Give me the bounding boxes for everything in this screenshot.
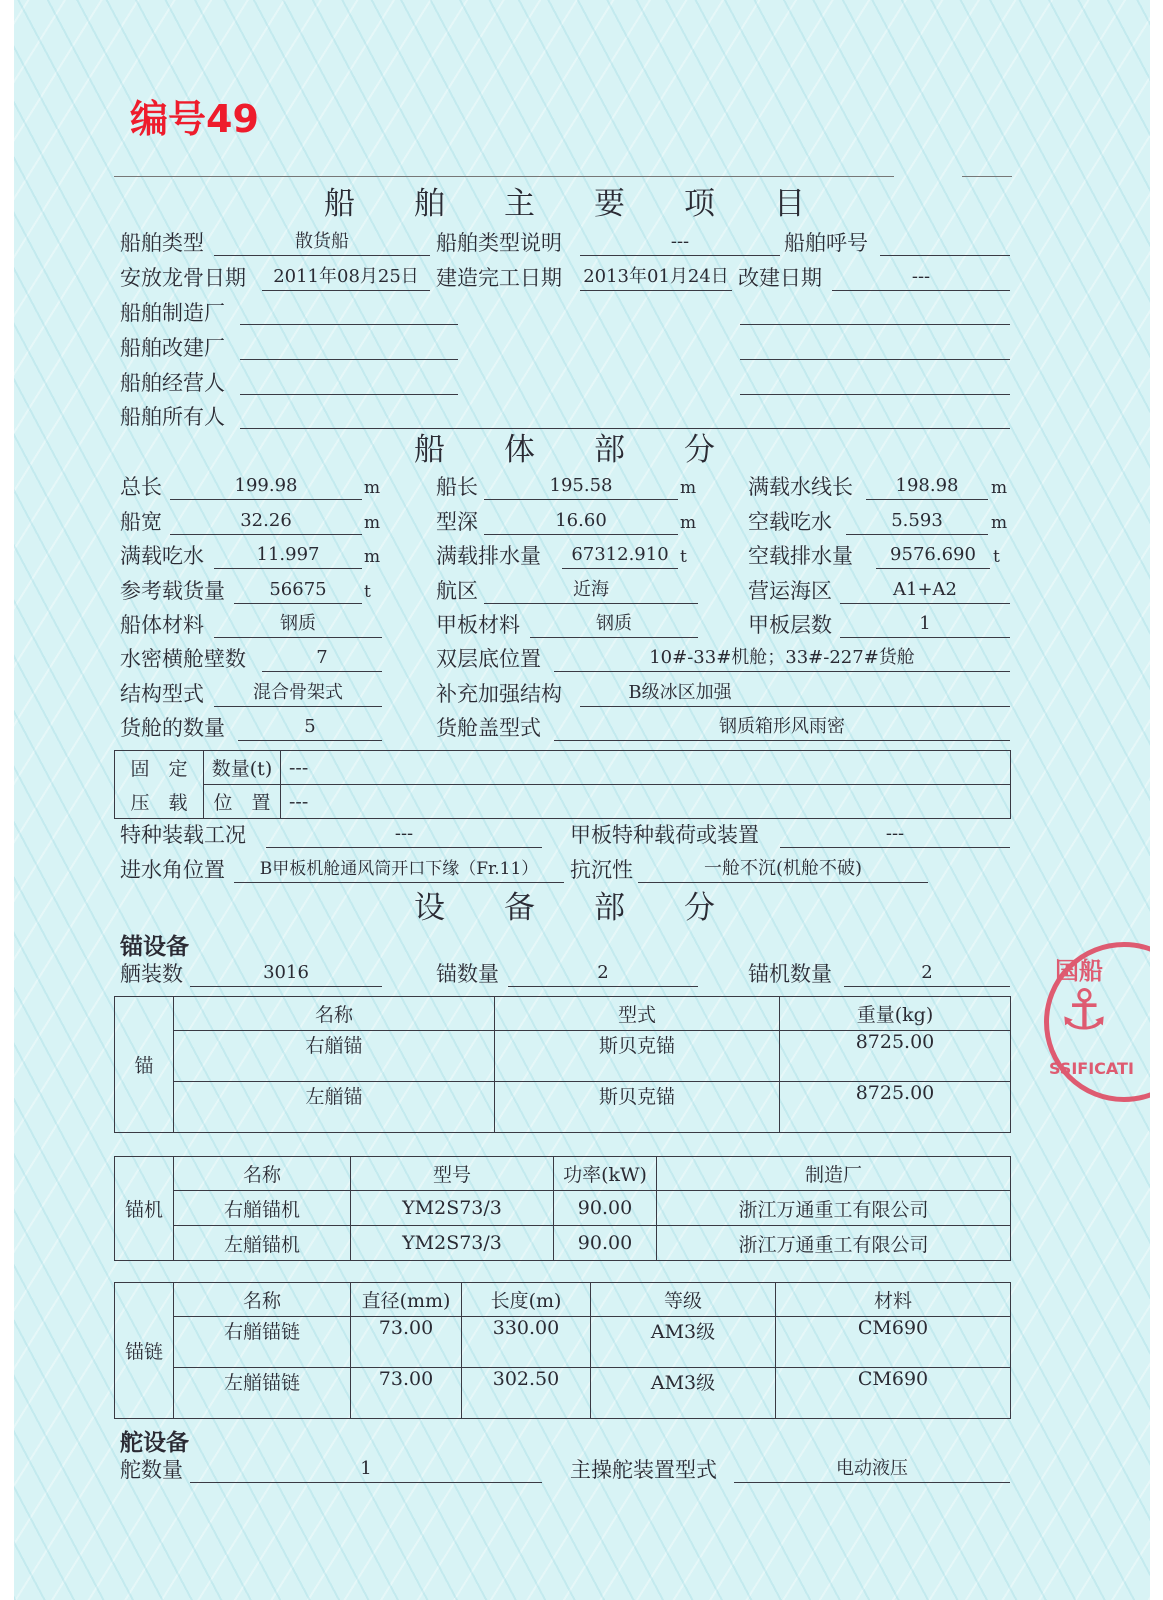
anchor-row-weight: 8725.00 xyxy=(780,1031,1011,1082)
depth-label: 型深 xyxy=(436,510,478,534)
stamp-bottom-text: SSIFICATI xyxy=(1049,1059,1134,1078)
completion-date-label: 建造完工日期 xyxy=(436,266,562,290)
owner-line xyxy=(240,428,1010,429)
lwl-value: 198.98 xyxy=(866,474,988,500)
nav-area-label: 航区 xyxy=(436,579,478,603)
light-disp-label: 空载排水量 xyxy=(748,544,853,568)
special-load-label: 特种装载工况 xyxy=(120,823,246,847)
call-sign-value xyxy=(880,230,1010,256)
converter-line-2 xyxy=(740,359,1010,360)
light-draft-label: 空载吃水 xyxy=(748,510,832,534)
light-disp-value: 9576.690 xyxy=(876,543,990,569)
chain-header-name: 名称 xyxy=(174,1283,351,1317)
ballast-pos-label: 位 置 xyxy=(204,785,281,819)
length-value: 195.58 xyxy=(484,474,678,500)
full-disp-value: 67312.910 xyxy=(562,543,678,569)
builder-line xyxy=(240,324,458,325)
windlass-header-model: 型号 xyxy=(351,1157,554,1191)
deck-special-label: 甲板特种载荷或装置 xyxy=(570,823,759,847)
ref-cargo-value: 56675 xyxy=(234,578,362,604)
chain-row-grade: AM3级 xyxy=(591,1368,776,1419)
deck-material-label: 甲板材料 xyxy=(436,613,520,637)
section-char: 要 xyxy=(594,186,625,222)
call-sign-label: 船舶呼号 xyxy=(784,231,868,255)
bulkheads-value: 7 xyxy=(262,646,382,672)
windlass-table-label: 锚机 xyxy=(115,1157,174,1261)
converter-line xyxy=(240,359,458,360)
chain-row-name: 右艏锚链 xyxy=(174,1317,351,1368)
completion-date-value: 2013年01月24日 xyxy=(580,265,732,291)
chain-table-label: 锚链 xyxy=(115,1283,174,1419)
rudder-equipment-title: 舵设备 xyxy=(120,1430,189,1456)
section-char: 舶 xyxy=(414,186,445,222)
builder-label: 船舶制造厂 xyxy=(120,301,225,325)
loa-value: 199.98 xyxy=(170,474,362,500)
nav-area-value: 近海 xyxy=(484,578,698,604)
special-load-value: --- xyxy=(266,822,542,848)
ballast-label-bottom: 压 载 xyxy=(115,785,204,819)
windlass-header-power: 功率(kW) xyxy=(554,1157,657,1191)
light-disp-unit: t xyxy=(993,547,1000,567)
windlass-header-name: 名称 xyxy=(174,1157,351,1191)
full-draft-unit: m xyxy=(364,547,381,567)
hatch-value: 钢质箱形风雨密 xyxy=(554,715,1010,741)
unsinkable-label: 抗沉性 xyxy=(570,858,633,882)
ship-type-desc-value: --- xyxy=(580,230,780,256)
section-char: 备 xyxy=(504,890,535,926)
ballast-qty-value: --- xyxy=(281,751,1011,785)
depth-unit: m xyxy=(680,513,697,533)
section-char: 船 xyxy=(414,432,445,468)
anchor-table-label: 锚 xyxy=(115,997,174,1133)
steering-gear-label: 主操舵装置型式 xyxy=(570,1458,717,1482)
windlass-row-power: 90.00 xyxy=(554,1226,657,1261)
rudder-count-value: 1 xyxy=(190,1457,542,1483)
anchor-row-name: 左艏锚 xyxy=(174,1082,495,1133)
windlass-row-model: YM2S73/3 xyxy=(351,1191,554,1226)
steering-gear-value: 电动液压 xyxy=(734,1457,1010,1483)
doc-number: 编号49 xyxy=(130,97,259,141)
chain-row-length: 302.50 xyxy=(462,1368,591,1419)
anchor-equipment-title: 锚设备 xyxy=(120,934,189,960)
ref-cargo-label: 参考载货量 xyxy=(120,579,225,603)
structure-value: 混合骨架式 xyxy=(214,681,382,707)
fixed-ballast-table xyxy=(114,750,1011,819)
loa-label: 总长 xyxy=(120,475,162,499)
ship-type-label: 船舶类型 xyxy=(120,231,204,255)
classification-stamp xyxy=(1044,942,1150,1102)
sea-area-value: A1+A2 xyxy=(840,578,1010,604)
light-draft-value: 5.593 xyxy=(846,509,988,535)
chain-row-material: CM690 xyxy=(776,1368,1011,1419)
chain-header-length: 长度(m) xyxy=(462,1283,591,1317)
chain-header-diameter: 直径(mm) xyxy=(351,1283,462,1317)
full-draft-label: 满载吃水 xyxy=(120,544,204,568)
windlass-row-name: 左艏锚机 xyxy=(174,1226,351,1261)
keel-date-value: 2011年08月25日 xyxy=(262,265,430,291)
windlass-count-label: 锚机数量 xyxy=(748,962,832,986)
operator-line xyxy=(240,394,458,395)
lwl-unit: m xyxy=(991,478,1008,498)
reinforce-line-ext xyxy=(780,706,1010,707)
outfit-number-label: 舾装数 xyxy=(120,962,183,986)
chain-row-diameter: 73.00 xyxy=(351,1368,462,1419)
hatch-label: 货舱盖型式 xyxy=(436,716,541,740)
flood-label: 进水角位置 xyxy=(120,858,225,882)
deck-count-label: 甲板层数 xyxy=(748,613,832,637)
chain-row-length: 330.00 xyxy=(462,1317,591,1368)
ship-type-value: 散货船 xyxy=(214,230,430,256)
windlass-table xyxy=(114,1156,1011,1261)
builder-line-2 xyxy=(740,324,1010,325)
ballast-qty-label: 数量(t) xyxy=(204,751,281,785)
anchor-header-weight: 重量(kg) xyxy=(780,997,1011,1031)
section-char: 目 xyxy=(774,186,805,222)
rudder-count-label: 舵数量 xyxy=(120,1458,183,1482)
chain-row-grade: AM3级 xyxy=(591,1317,776,1368)
deck-special-value: --- xyxy=(780,822,1010,848)
section-char: 体 xyxy=(504,432,535,468)
top-rule-right xyxy=(962,176,1012,177)
double-bottom-value: 10#-33#机舱；33#-227#货舱 xyxy=(554,646,1010,672)
length-label: 船长 xyxy=(436,475,478,499)
conversion-date-label: 改建日期 xyxy=(738,266,822,290)
anchor-count-label: 锚数量 xyxy=(436,962,499,986)
depth-value: 16.60 xyxy=(484,509,678,535)
operator-line-2 xyxy=(740,394,1010,395)
section-char: 分 xyxy=(684,890,715,926)
length-unit: m xyxy=(680,478,697,498)
chain-table xyxy=(114,1282,1011,1419)
outfit-number-value: 3016 xyxy=(190,961,382,987)
anchor-row-name: 右艏锚 xyxy=(174,1031,495,1082)
conversion-date-value: --- xyxy=(832,265,1010,291)
anchor-table xyxy=(114,996,1011,1133)
full-draft-value: 11.997 xyxy=(214,543,362,569)
lwl-label: 满载水线长 xyxy=(748,475,853,499)
loa-unit: m xyxy=(364,478,381,498)
anchor-header-name: 名称 xyxy=(174,997,495,1031)
double-bottom-label: 双层底位置 xyxy=(436,647,541,671)
full-disp-label: 满载排水量 xyxy=(436,544,541,568)
section-char: 项 xyxy=(684,186,715,222)
stamp-top-text: 国船 xyxy=(1055,957,1103,985)
windlass-row-maker: 浙江万通重工有限公司 xyxy=(657,1226,1011,1261)
certificate-page xyxy=(14,0,1150,1600)
section-char: 船 xyxy=(324,186,355,222)
anchor-row-type: 斯贝克锚 xyxy=(495,1031,780,1082)
section-char: 主 xyxy=(504,186,535,222)
chain-row-name: 左艏锚链 xyxy=(174,1368,351,1419)
section-char: 部 xyxy=(594,432,625,468)
anchor-count-value: 2 xyxy=(508,961,698,987)
anchor-row-type: 斯贝克锚 xyxy=(495,1082,780,1133)
chain-header-grade: 等级 xyxy=(591,1283,776,1317)
windlass-row-model: YM2S73/3 xyxy=(351,1226,554,1261)
ballast-label-top: 固 定 xyxy=(115,751,204,785)
top-rule xyxy=(114,176,894,177)
holds-value: 5 xyxy=(238,715,382,741)
anchor-header-type: 型式 xyxy=(495,997,780,1031)
breadth-value: 32.26 xyxy=(170,509,362,535)
chain-row-material: CM690 xyxy=(776,1317,1011,1368)
keel-date-label: 安放龙骨日期 xyxy=(120,266,246,290)
windlass-row-power: 90.00 xyxy=(554,1191,657,1226)
section-char: 部 xyxy=(594,890,625,926)
owner-label: 船舶所有人 xyxy=(120,405,225,429)
flood-value: B甲板机舱通风筒开口下缘（Fr.11） xyxy=(234,857,564,883)
converter-label: 船舶改建厂 xyxy=(120,336,225,360)
windlass-row-maker: 浙江万通重工有限公司 xyxy=(657,1191,1011,1226)
holds-label: 货舱的数量 xyxy=(120,716,225,740)
full-disp-unit: t xyxy=(680,547,687,567)
deck-material-value: 钢质 xyxy=(530,612,698,638)
chain-row-diameter: 73.00 xyxy=(351,1317,462,1368)
chain-header-material: 材料 xyxy=(776,1283,1011,1317)
unsinkable-value: 一舱不沉(机舱不破) xyxy=(638,857,928,883)
structure-label: 结构型式 xyxy=(120,682,204,706)
anchor-stamp-icon: ⚓ xyxy=(1059,978,1110,1043)
sea-area-label: 营运海区 xyxy=(748,579,832,603)
bulkheads-label: 水密横舱壁数 xyxy=(120,647,246,671)
ship-type-desc-label: 船舶类型说明 xyxy=(436,231,562,255)
section-char: 设 xyxy=(414,890,445,926)
breadth-unit: m xyxy=(364,513,381,533)
windlass-row-name: 右艏锚机 xyxy=(174,1191,351,1226)
reinforce-value: B级冰区加强 xyxy=(580,681,780,707)
anchor-row-weight: 8725.00 xyxy=(780,1082,1011,1133)
hull-material-label: 船体材料 xyxy=(120,613,204,637)
hull-material-value: 钢质 xyxy=(214,612,382,638)
breadth-label: 船宽 xyxy=(120,510,162,534)
ref-cargo-unit: t xyxy=(364,582,371,602)
light-draft-unit: m xyxy=(991,513,1008,533)
section-char: 分 xyxy=(684,432,715,468)
windlass-header-maker: 制造厂 xyxy=(657,1157,1011,1191)
operator-label: 船舶经营人 xyxy=(120,371,225,395)
windlass-count-value: 2 xyxy=(844,961,1010,987)
deck-count-value: 1 xyxy=(840,612,1010,638)
reinforce-label: 补充加强结构 xyxy=(436,682,562,706)
ballast-pos-value: --- xyxy=(281,785,1011,819)
